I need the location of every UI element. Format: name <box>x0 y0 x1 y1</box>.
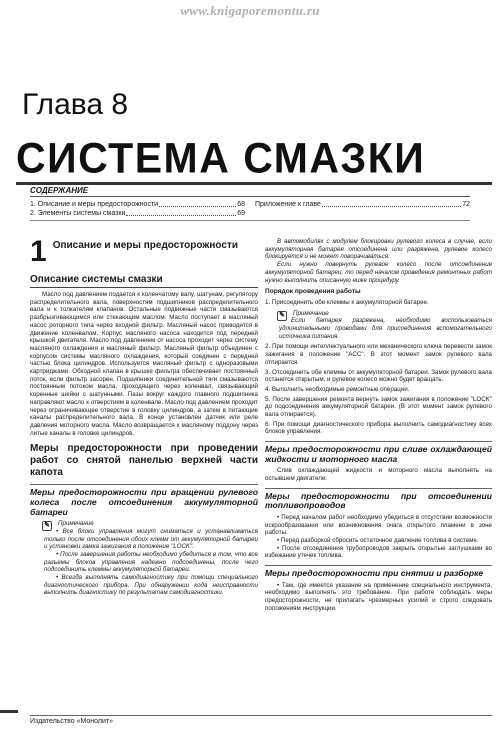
paragraph-drain: Слив охлаждающей жидкости и моторного масла выполнять на остывшем двигателе. <box>265 467 492 483</box>
publisher-label: Издательство «Монолит» <box>30 718 114 725</box>
toc-leader <box>159 200 236 207</box>
procedure-step: 6. При помощи диагностического прибора выполнить самодиагностику всех блоков управления. <box>265 420 492 436</box>
heading-steering-precautions: Меры предосторожности при вращении рулевого колеса после отсоединения аккумуляторной батареи <box>30 484 258 517</box>
toc-item-page: 72 <box>462 201 470 208</box>
note-text: • Всегда выполнять самодиагностику при помощи специального диагностического прибора. При обнаружении кода неисправности выполнить диагностику по результатам самодиагностики. <box>44 574 258 597</box>
toc-columns <box>30 200 470 218</box>
bullet-item: • После отсоединения трубопроводов закрыть открытые заглушками во избежание утечек топлива. <box>265 544 492 560</box>
procedure-step: 2. При помощи интеллектуального или механического ключа перевести замок зажигания в положение "ACC". В этот момент замок рулевого вала отпирается. <box>265 343 492 366</box>
procedure-label: Порядок проведения работы <box>265 288 361 296</box>
toc-divider <box>30 220 470 221</box>
note-label: Примечание <box>58 520 94 528</box>
note-block <box>279 310 492 341</box>
heading-hood-panel-precautions: Меры предосторожности при проведении работ со снятой панелью верхней части капота <box>30 443 258 479</box>
toc-leader <box>126 209 236 216</box>
note-block <box>44 520 258 597</box>
note-icon: ✎ <box>277 311 287 321</box>
right-column <box>265 238 492 613</box>
paragraph-lubrication: Масло под давлением подается к коленчатому валу, шатунам, регулятору распределительного вала, поверхностям подшипников распределительного вала и к толкателям клапанов. Остальные подвижные части смазываются разбрызгивающимся или стекающим маслом. Масло поступает в масляный насос роторного типа через входной фильтр. Масляный насос приводится в движение коленвалом. Корпус масляного насоса находится под передней крышкой двигателя. Масло под давлением от насоса проходит через систему масляного охлаждения и масляный фильтр. Масляный фильтр объединен с корпусом системы масляного охлаждения, который соединен с передней частью блока цилиндров. Используется масляный фильтр с одноразовыми картриджами. Обходной клапан в крышке фильтра обеспечивает постоянный поток, если фильтр засорен. Подшипники соединительной тяги смазываются постоянным потоком масла, проходящего через коленвал, связывающий коренные шейки с шатунными. Пазы вокруг каждого главного подшипника направляют масло к отверстиям в коленвале. Масло под давлением проходит через ограничивающее отверстие в головку цилиндров, а затем в питающие каналы распределительного вала. В конце установлен датчик или реле давления моторного масла. Масло возвращается к масляному поддону через литые каналы в головке цилиндров. <box>30 291 258 437</box>
toc-item[interactable] <box>30 200 245 209</box>
toc-right-column <box>255 200 470 218</box>
paragraph-steering-procedure: Если нужно повернуть рулевое колесо после отсоединения аккумуляторной батареи, то перед началом проведения ремонтных работ нужно выполнить описанную ниже процедуру. <box>265 261 492 284</box>
toc-item-page: 69 <box>237 210 245 217</box>
heading-removal-precautions: Меры предосторожности при снятии и разборке <box>265 565 492 579</box>
note-text: • После завершения работы необходимо убедиться в том, что все разъемы блоков управления надежно подсоединены, после чего подсоединить клеммы аккумуляторной батареи. <box>44 550 258 574</box>
toc-item-number: 2. <box>30 210 36 217</box>
heading-lubrication-description: Описание системы смазки <box>30 274 258 288</box>
page-footer <box>30 715 492 725</box>
chapter-title-block <box>16 133 492 185</box>
toc-leader <box>322 200 461 207</box>
heading-fuel-line-precautions: Меры предосторожности при отсоединении топливопроводов <box>265 488 492 511</box>
note-text: Если батарея разряжена, необходимо воспользоваться удлинительными проводами для присоединения вспомогательного источника питания. <box>279 317 492 340</box>
footer-accent <box>0 710 18 713</box>
toc-item-page: 68 <box>237 201 245 208</box>
procedure-step: 1. Присоединить обе клеммы к аккумуляторной батарее. <box>265 298 429 306</box>
bullet-item: • Там, где имеется указание на применение специального инструмента, необходимо выполнять это требование. При работе соблюдать меры предосторожности, не прилагать чрезмерных усилий и строго следовать положениям инструкции. <box>265 581 492 612</box>
left-column <box>30 235 258 600</box>
toc-item[interactable] <box>255 200 470 209</box>
procedure-step: 5. После завершения ремонта вернуть замок зажигания в положение "LOCK" до подсоединения аккумуляторной батареи. (В этот момент замок рулевого вала отпирается). <box>265 395 492 419</box>
chapter-title: СИСТЕМА СМАЗКИ <box>16 133 426 183</box>
table-of-contents <box>30 186 490 218</box>
toc-item-number: 1. <box>30 201 36 208</box>
procedure-step: 3. Отсоединить обе клеммы от аккумуляторной батареи. Замок рулевого вала останется открытым, и рулевое колесо можно будет вращать. <box>265 368 492 384</box>
toc-item[interactable] <box>30 209 245 218</box>
bullet-item: • Перед разборкой сбросить остаточное давление топлива в системе. <box>277 537 479 545</box>
bullet-item: • Перед началом работ необходимо убедиться в отсутствии возможности искрообразования или возникновения очага открытого пламени в зоне работы. <box>265 513 492 537</box>
chapter-label: Глава 8 <box>22 88 129 121</box>
toc-item-label: Описание и меры предосторожности <box>37 201 159 208</box>
toc-heading: СОДЕРЖАНИЕ <box>30 186 470 197</box>
note-text: • Все блоки управления могут сниматься и устанавливаться только после отсоединения обоих клемм от аккумуляторной батареи и установки замка зажигания в положение "LOCK". <box>44 527 258 551</box>
section-title: Описание и меры предосторожности <box>52 240 239 251</box>
heading-drain-precautions: Меры предосторожности при сливе охлаждающей жидкости и моторного масла <box>265 441 492 464</box>
toc-item-label: Приложение к главе <box>255 201 321 208</box>
procedure-step: 4. Выполнить необходимые ремонтные операции. <box>265 385 410 393</box>
note-icon: ✎ <box>42 521 52 531</box>
watermark-url: www.knigaporemontu.ru <box>180 3 320 18</box>
paragraph-steering-lock: В автомобилях с модулем блокировки рулевого колеса в случае, если аккумуляторная батарея отсоединена или разряжена, рулевое колесо блокируется и не может поворачиваться. <box>265 238 492 261</box>
section-header <box>30 235 258 268</box>
note-label: Примечание <box>293 309 329 317</box>
section-number: 1 <box>30 235 47 268</box>
toc-item-label: Элементы системы смазки <box>37 210 126 217</box>
toc-left-column <box>30 200 245 218</box>
